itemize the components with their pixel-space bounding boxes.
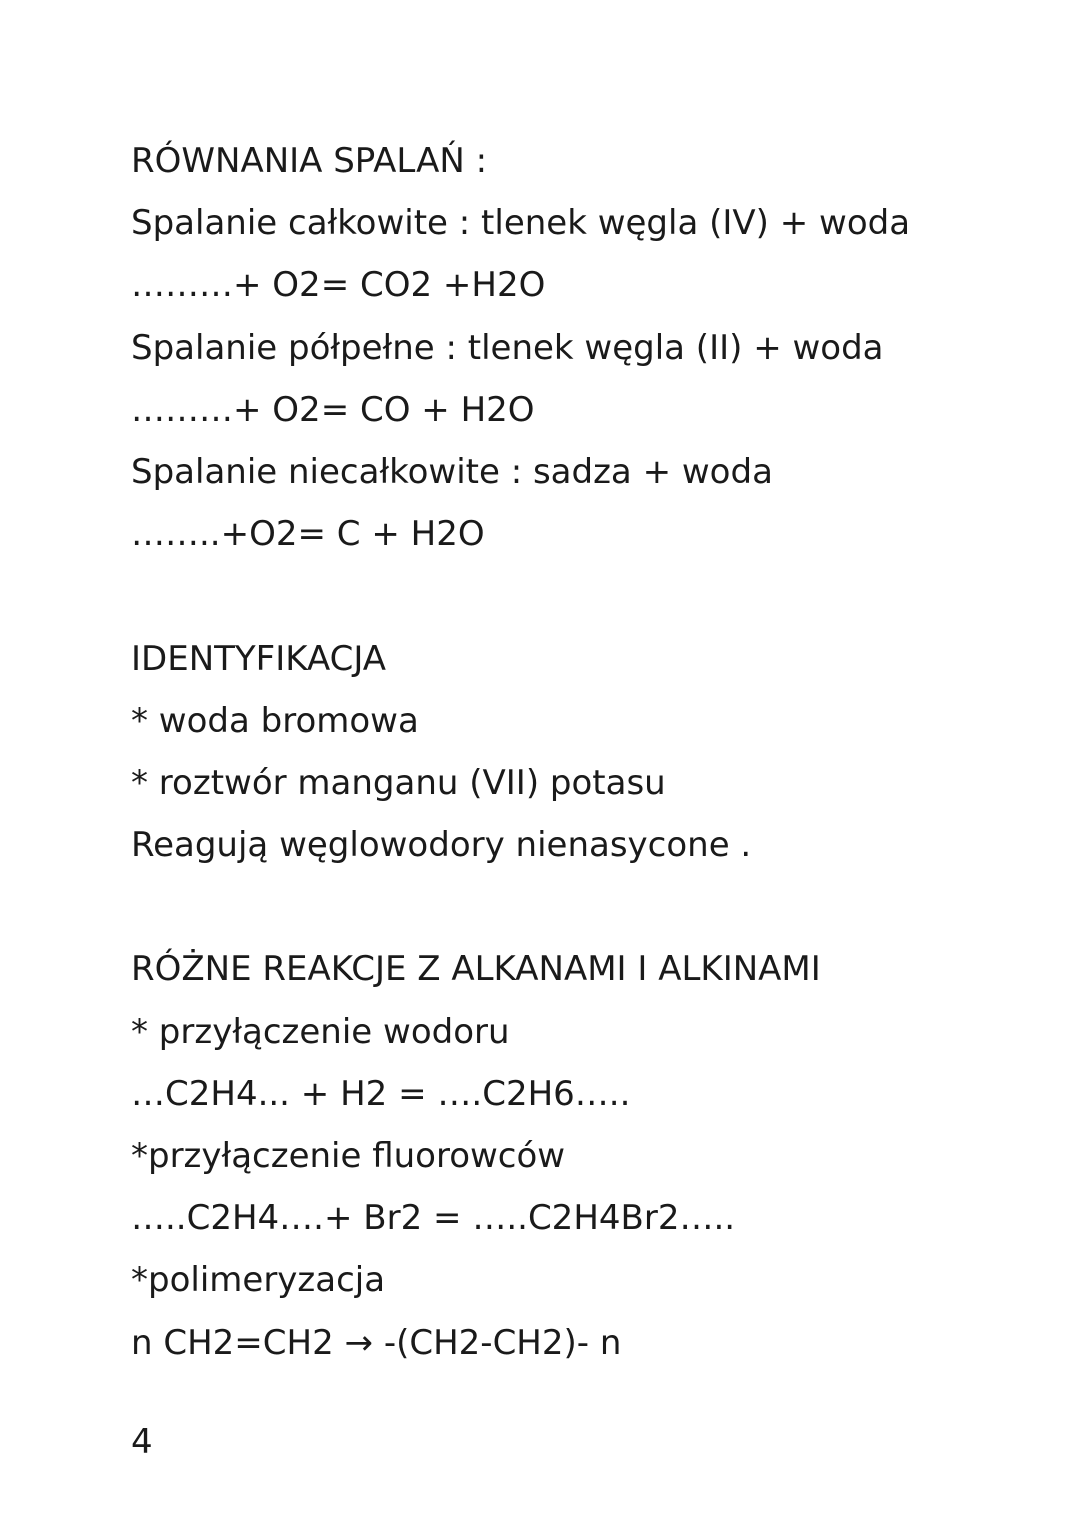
section-title-combustion: RÓWNANIA SPALAŃ : xyxy=(131,141,488,181)
reactions-line-6: n CH2=CH2 → -(CH2-CH2)- n xyxy=(131,1322,622,1363)
reactions-line-5: *polimeryzacja xyxy=(131,1260,386,1301)
identification-line-3: Reagują węglowodory nienasycone . xyxy=(131,825,752,866)
combustion-line-2: ………+ O2= CO2 +H2O xyxy=(131,265,546,306)
document-page xyxy=(131,130,1031,1374)
combustion-line-6: ……..+O2= C + H2O xyxy=(131,514,485,555)
combustion-line-5: Spalanie niecałkowite : sadza + woda xyxy=(131,451,773,492)
combustion-line-4: ………+ O2= CO + H2O xyxy=(131,389,535,430)
reactions-line-3: *przyłączenie fluorowców xyxy=(131,1136,566,1176)
section-spacer xyxy=(131,876,1031,938)
section-spacer xyxy=(131,565,1031,627)
section-title-identification: IDENTYFIKACJA xyxy=(131,638,387,679)
reactions-line-4: …..C2H4….+ Br2 = …..C2H4Br2….. xyxy=(131,1198,736,1239)
reactions-line-2: …C2H4... + H2 = ….C2H6….. xyxy=(131,1073,631,1114)
combustion-line-1: Spalanie całkowite : tlenek węgla (IV) + woda xyxy=(131,203,911,244)
identification-line-1: * woda bromowa xyxy=(131,700,419,741)
identification-line-2: * roztwór manganu (VII) potasu xyxy=(131,762,666,803)
combustion-line-3: Spalanie półpełne : tlenek węgla (II) + woda xyxy=(131,327,884,368)
reactions-line-1: * przyłączenie wodoru xyxy=(131,1011,510,1052)
section-title-reactions: RÓŻNE REAKCJE Z ALKANAMI I ALKINAMI xyxy=(131,949,821,990)
page-number: 4 xyxy=(131,1422,153,1462)
